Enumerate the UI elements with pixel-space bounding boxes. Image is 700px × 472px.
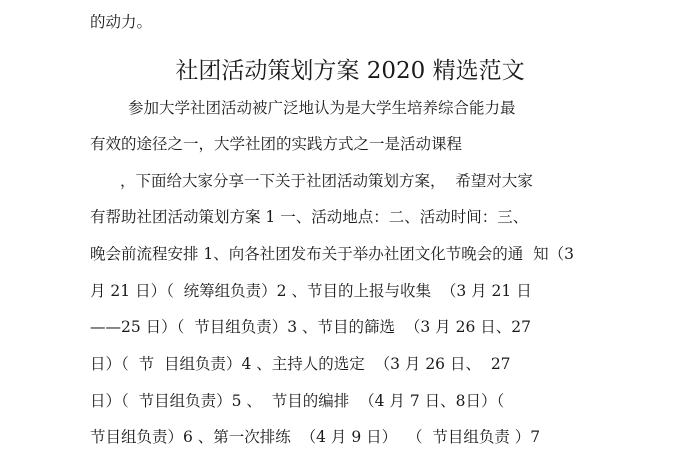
cropped-next-line: [90, 460, 690, 472]
body-line-1: 参加大学社团活动被广泛地认为是大学生培养综合能力最: [128, 99, 516, 117]
cropped-previous-line-text: [90, 0, 610, 4]
body-line-3: ，下面给大家分享一下关于社团活动策划方案， 希望对大家: [120, 172, 533, 190]
body-line-10: 节目组负责）6 、第一次排练 （4 月 9 日） （ 节目组负责 ）7: [90, 428, 541, 446]
body-line-8: 日）（ 节 目组负责）4 、主持人的选定 （3 月 26 日、 27: [90, 355, 511, 373]
body-line-7: ——25 日）（ 节目组负责）3 、节目的篩选 （3 月 26 日、27: [90, 318, 531, 336]
cropped-previous-line: [90, 0, 610, 4]
body-line-2: 有效的途径之一，大学社团的实践方式之一是活动课程: [90, 135, 463, 153]
body-line-4: 有帮助社团活动策划方案 1 一、活动地点：二、活动时间：三、: [90, 208, 529, 226]
document-title: 社团活动策划方案 2020 精选范文: [175, 58, 525, 84]
body-line-9: 日）（ 节目组负责）5 、 节目的编排 （4 月 7 日、8日）（: [90, 392, 505, 410]
cropped-next-line-text: [90, 460, 690, 472]
body-line-5: 晚会前流程安排 1、向各社团发布关于举办社团文化节晚会的通 知（3: [90, 245, 575, 263]
paragraph-end-line: 的动力。: [90, 13, 153, 31]
body-line-6: 月 21 日）（ 统筹组负责）2 、节目的上报与收集 （3 月 21 日: [90, 282, 532, 300]
